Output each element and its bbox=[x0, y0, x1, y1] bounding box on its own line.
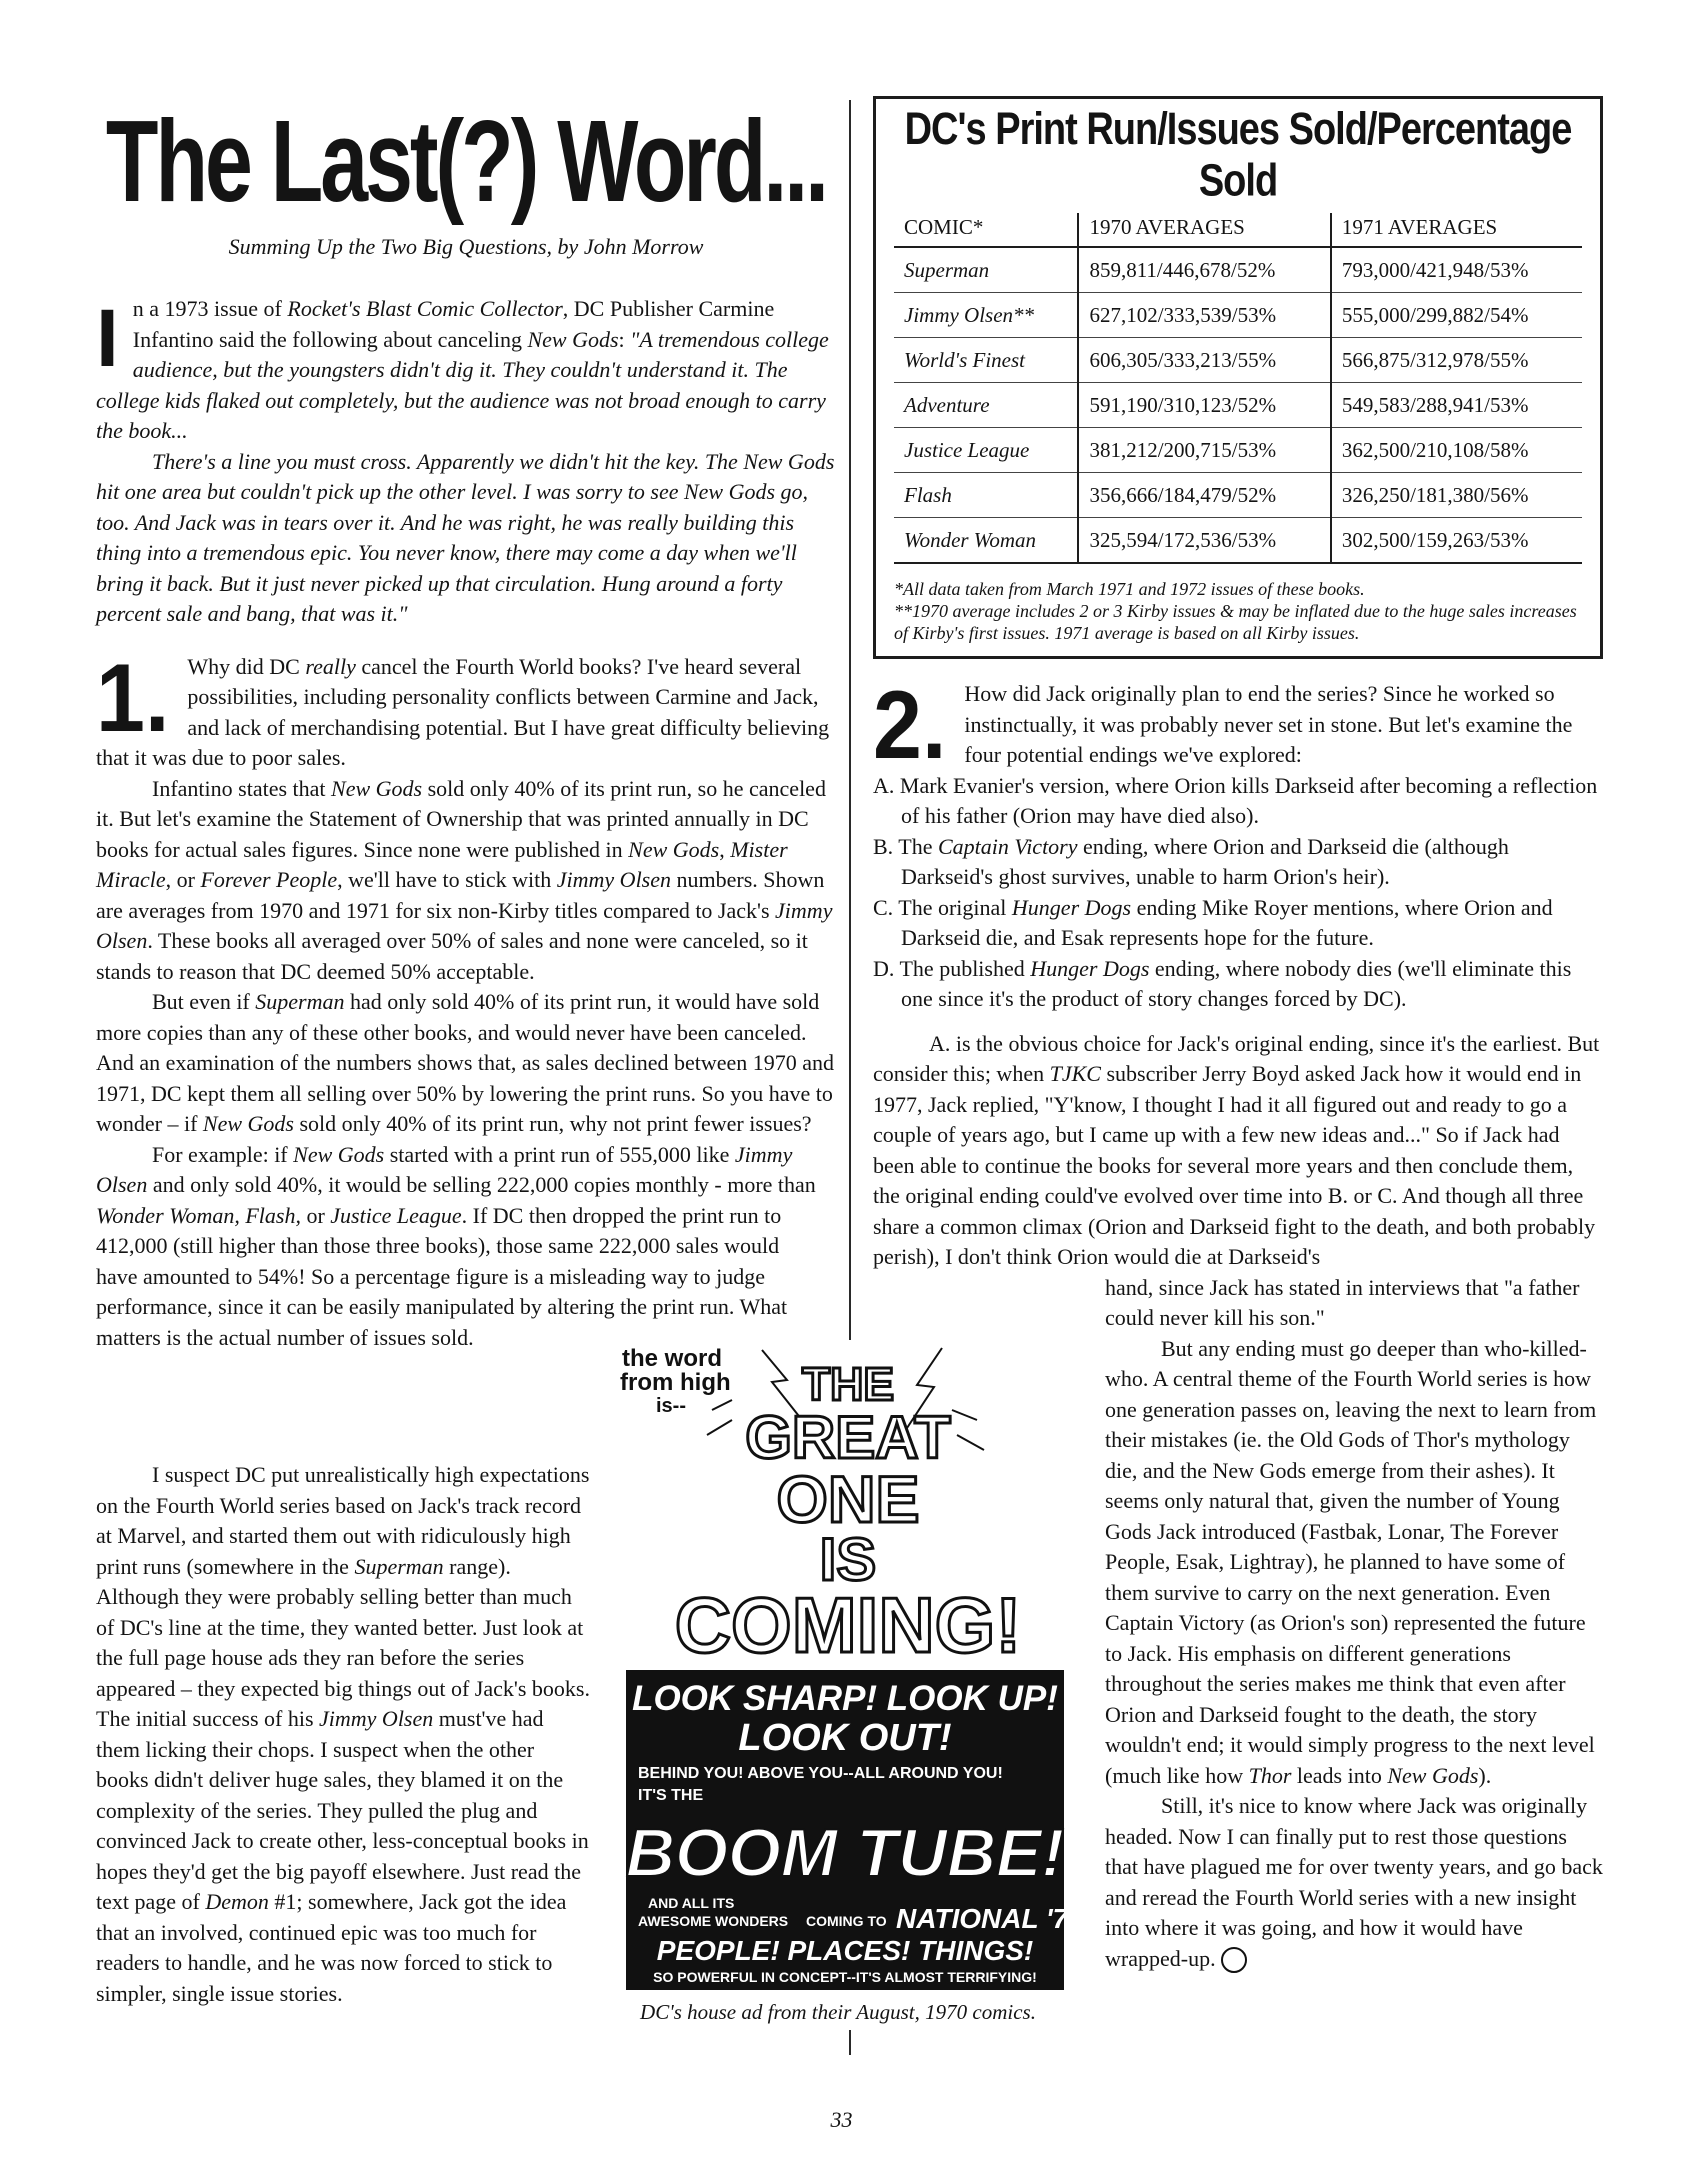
question-one: 1. Why did DC really cancel the Fourth World books? I've heard several possibilities, including personality conflicts between Carmine and Jack, and lack of merchandising potential. But I have great difficulty believing that it was due to poor sales. bbox=[96, 642, 830, 770]
ad-small-text: the word bbox=[622, 1345, 722, 1372]
ad-image bbox=[604, 1340, 1093, 1992]
ad-small-text: from high bbox=[620, 1369, 731, 1396]
table-header: 1971 AVERAGES bbox=[1331, 213, 1582, 247]
ad-big-text: GREAT bbox=[745, 1404, 951, 1471]
ad-big-text: THE bbox=[802, 1358, 894, 1410]
house-ad bbox=[604, 1340, 1093, 2030]
table-row: Superman 859,811/446,678/52% 793,000/421,948/53% bbox=[894, 247, 1582, 293]
table-row: Wonder Woman 325,594/172,536/53% 302,500/159,263/53% bbox=[894, 518, 1582, 564]
paragraph-example: For example: if New Gods started with a print run of 555,000 like Jimmy Olsen and only sold 40%, it would be selling 222,000 copies monthly - more than Wonder Woman, Flash, or Justice League. If DC then dropped the print run to 412,000 (still higher than those three books), those same 222,000 sales would have amounted to 54%! So a percentage figure is a misleading way to judge performance, since it can be easily manipulated by altering the print run. What matters is the actual number of issues sold. bbox=[96, 1141, 816, 1350]
boom-tube-panel bbox=[625, 1670, 1093, 1990]
ad-text: PEOPLE! PLACES! THINGS! bbox=[656, 1935, 1034, 1966]
list-item: B. The Captain Victory ending, where Orion and Darkseid die (although Darkseid's ghost survives, unable to harm Orion's heir). bbox=[873, 833, 1509, 889]
ad-big-text: ONE bbox=[776, 1462, 920, 1536]
question-number-2: 2. bbox=[873, 670, 947, 779]
paragraph-deeper: But any ending must go deeper than who-killed-who. A central theme of the Fourth World series is how one generation passes on, leaving the next to learn from their mistakes (ie. the Old Gods of Thor's mythology die, and the New Gods emerge from their ashes). It seems only natural that, given the number of Young Gods Jack introduced (Fastbak, Lonar, The Forever People, Esak, Lightray), he planned to have some of them survive to carry on the next generation. Even Captain Victory (as Orion's son) represented the future to Jack. His emphasis on different generations throughout the series makes me think that even after Orion and Darkseid fought to the death, the story wouldn't end; it would simply progress to the next level (much like how Thor leads into New Gods). bbox=[1105, 1335, 1597, 1788]
end-mark-icon bbox=[1221, 1947, 1247, 1973]
ad-text: IT'S THE bbox=[638, 1787, 704, 1804]
paragraph-obvious-choice: A. is the obvious choice for Jack's original ending, since it's the earliest. But consider this; when TJKC subscriber Jerry Boyd asked Jack how it would end in 1977, Jack replied, "Y'know, I thought I had it all figured out and ready to go a couple of years ago, but I came up with a few new ideas and..." So if Jack had been able to continue the books for several more years and then conclude them, the original ending could've evolved over time into B. or C. And though all three share a common climax (Orion and Darkseid fight to the death, and both probably perish), I don't think Orion would die at Darkseid's bbox=[873, 1030, 1600, 1269]
question-number-1: 1. bbox=[96, 642, 170, 752]
ad-caption: DC's house ad from their August, 1970 comics. bbox=[640, 2000, 1036, 2024]
table-header-row bbox=[894, 213, 1582, 247]
paragraph-superman: But even if Superman had only sold 40% of its print run, it would have sold more copies than any of these other books, and would never have been canceled. And an examination of the numbers shows that, as sales declined between 1970 and 1971, DC kept them all selling over 50% by lowering the print runs. So you have to wonder – if New Gods sold only 40% of its print run, why not print fewer issues? bbox=[96, 989, 835, 1136]
ad-text: AWESOME WONDERS bbox=[638, 1913, 789, 1929]
right-narrow-column bbox=[1105, 1273, 1603, 1975]
list-item: C. The original Hunger Dogs ending Mike Royer mentions, where Orion and Darkseid die, and Esak represents hope for the future. bbox=[873, 894, 1553, 950]
sales-table bbox=[894, 213, 1582, 564]
intro-paragraph: In a 1973 issue of Rocket's Blast Comic Collector, DC Publisher Carmine Infantino said the following about canceling New Gods: "A tremendous college audience, but the youngsters didn't dig it. They couldn't understand it. The college kids flaked out completely, but the audience was not broad enough to carry the book... bbox=[96, 293, 829, 443]
paragraph-father: hand, since Jack has stated in interviews that "a father could never kill his son." bbox=[1105, 1274, 1580, 1330]
table-row: World's Finest 606,305/333,213/55% 566,875/312,978/55% bbox=[894, 338, 1582, 383]
ad-text: COMING TO bbox=[806, 1913, 887, 1929]
great-one-panel bbox=[612, 1340, 1064, 1669]
paragraph-suspect: I suspect DC put unrealistically high expectations on the Fourth World series based on Jack's track record at Marvel, and started them out with ridiculously high print runs (somewhere in the Superman range). Although they were probably selling better than much of DC's line at the time, they wanted better. Just look at the full page house ads they ran before the series appeared – they expected big things out of Jack's books. The initial success of his Jimmy Olsen must've had them licking their chops. I suspect when the other books didn't deliver huge sales, they blamed it on the complexity of the series. They pulled the plug and convinced Jack to create other, less-conceptual books in hopes they'd get the big payoff elsewhere. Just read the text page of Demon #1; somewhere, Jack got the idea that an involved, continued epic was too much for readers to handle, and he was now forced to stick to simpler, single issue stories. bbox=[96, 1462, 590, 2006]
ad-text: LOOK OUT! bbox=[738, 1717, 952, 1759]
table-note-2: **1970 average includes 2 or 3 Kirby issues & may be inflated due to the huge sales increases of Kirby's first issues. 1971 average is based on all Kirby issues. bbox=[894, 601, 1577, 643]
endings-list bbox=[873, 771, 1603, 1015]
ad-big-text: COMING! bbox=[674, 1581, 1022, 1669]
left-narrow-column bbox=[96, 1460, 592, 2009]
sales-table-box bbox=[873, 96, 1603, 659]
list-item: D. The published Hunger Dogs ending, where nobody dies (we'll eliminate this one since it's the product of story changes forced by DC). bbox=[873, 955, 1572, 1011]
question-two: 2. How did Jack originally plan to end the series? Since he worked so instinctually, it was probably never set in stone. But let's examine the four potential endings we've explored: bbox=[873, 670, 1573, 779]
table-header: COMIC* bbox=[894, 213, 1078, 247]
ad-text: LOOK SHARP! LOOK UP! bbox=[632, 1679, 1058, 1718]
ad-text: BEHIND YOU! ABOVE YOU--ALL AROUND YOU! bbox=[638, 1765, 1003, 1782]
table-row: Flash 356,666/184,479/52% 326,250/181,380/56% bbox=[894, 473, 1582, 518]
ad-text: AND ALL ITS bbox=[648, 1895, 735, 1911]
paragraph-infantino-states: Infantino states that New Gods sold only 40% of its print run, so he canceled it. But let's examine the Statement of Ownership that was printed annually in DC books for actual sales figures. Since none were published in New Gods, Mister Miracle, or Forever People, we'll have to stick with Jimmy Olsen numbers. Shown are averages from 1970 and 1971 for six non-Kirby titles compared to Jack's Jimmy Olsen. These books all averaged over 50% of sales and none were canceled, so it stands to reason that DC deemed 50% acceptable. bbox=[96, 775, 833, 984]
list-item: A. Mark Evanier's version, where Orion kills Darkseid after becoming a reflection of his father (Orion may have died also). bbox=[873, 772, 1598, 828]
page-number: 33 bbox=[830, 2107, 853, 2132]
table-header: 1970 AVERAGES bbox=[1078, 213, 1330, 247]
table-row: Jimmy Olsen** 627,102/333,539/53% 555,000/299,882/54% bbox=[894, 293, 1582, 338]
table-note-1: *All data taken from March 1971 and 1972 issues of these books. bbox=[894, 579, 1365, 599]
table-notes bbox=[894, 578, 1582, 644]
infantino-quote-cont: There's a line you must cross. Apparently we didn't hit the key. The New Gods hit one area but couldn't pick up the other level. I was sorry to see New Gods go, too. And Jack was in tears over it. And he was right, he was really building this thing into a tremendous epic. You never know, there may come a day when we'll bring it back. But it just never picked up that circulation. Hung around a forty percent sale and bang, that was it." bbox=[96, 448, 835, 626]
boom-tube-art bbox=[625, 1670, 1093, 1990]
infantino-quote: "A tremendous college audience, but the youngsters didn't dig it. They couldn't understand it. The college kids flaked out completely, but the audience was not broad enough to carry the book... bbox=[96, 326, 829, 443]
left-column bbox=[96, 86, 836, 1353]
ad-text: SO POWERFUL IN CONCEPT--IT'S ALMOST TERRIFYING! bbox=[653, 1969, 1037, 1985]
paragraph-still: Still, it's nice to know where Jack was originally headed. Now I can finally put to rest those questions that have plagued me for over twenty years, and go back and reread the Fourth World series with a new insight into where it was going, and how it would have wrapped-up. bbox=[1105, 1791, 1603, 1974]
ad-text: NATIONAL '70! bbox=[896, 1903, 1093, 1934]
drop-cap: I bbox=[96, 293, 119, 384]
ad-big-text: IS bbox=[819, 1526, 877, 1593]
table-title: DC's Print Run/Issues Sold/Percentage Sold bbox=[904, 104, 1572, 207]
table-row: Adventure 591,190/310,123/52% 549,583/288,941/53% bbox=[894, 383, 1582, 428]
table-row: Justice League 381,212/200,715/53% 362,500/210,108/58% bbox=[894, 428, 1582, 473]
article-subtitle: Summing Up the Two Big Questions, by John Morrow bbox=[228, 234, 704, 259]
ad-small-text: is-- bbox=[656, 1395, 686, 1417]
ad-text: BOOM TUBE! bbox=[625, 1815, 1065, 1891]
article-title: The Last(?) Word... bbox=[105, 97, 827, 227]
